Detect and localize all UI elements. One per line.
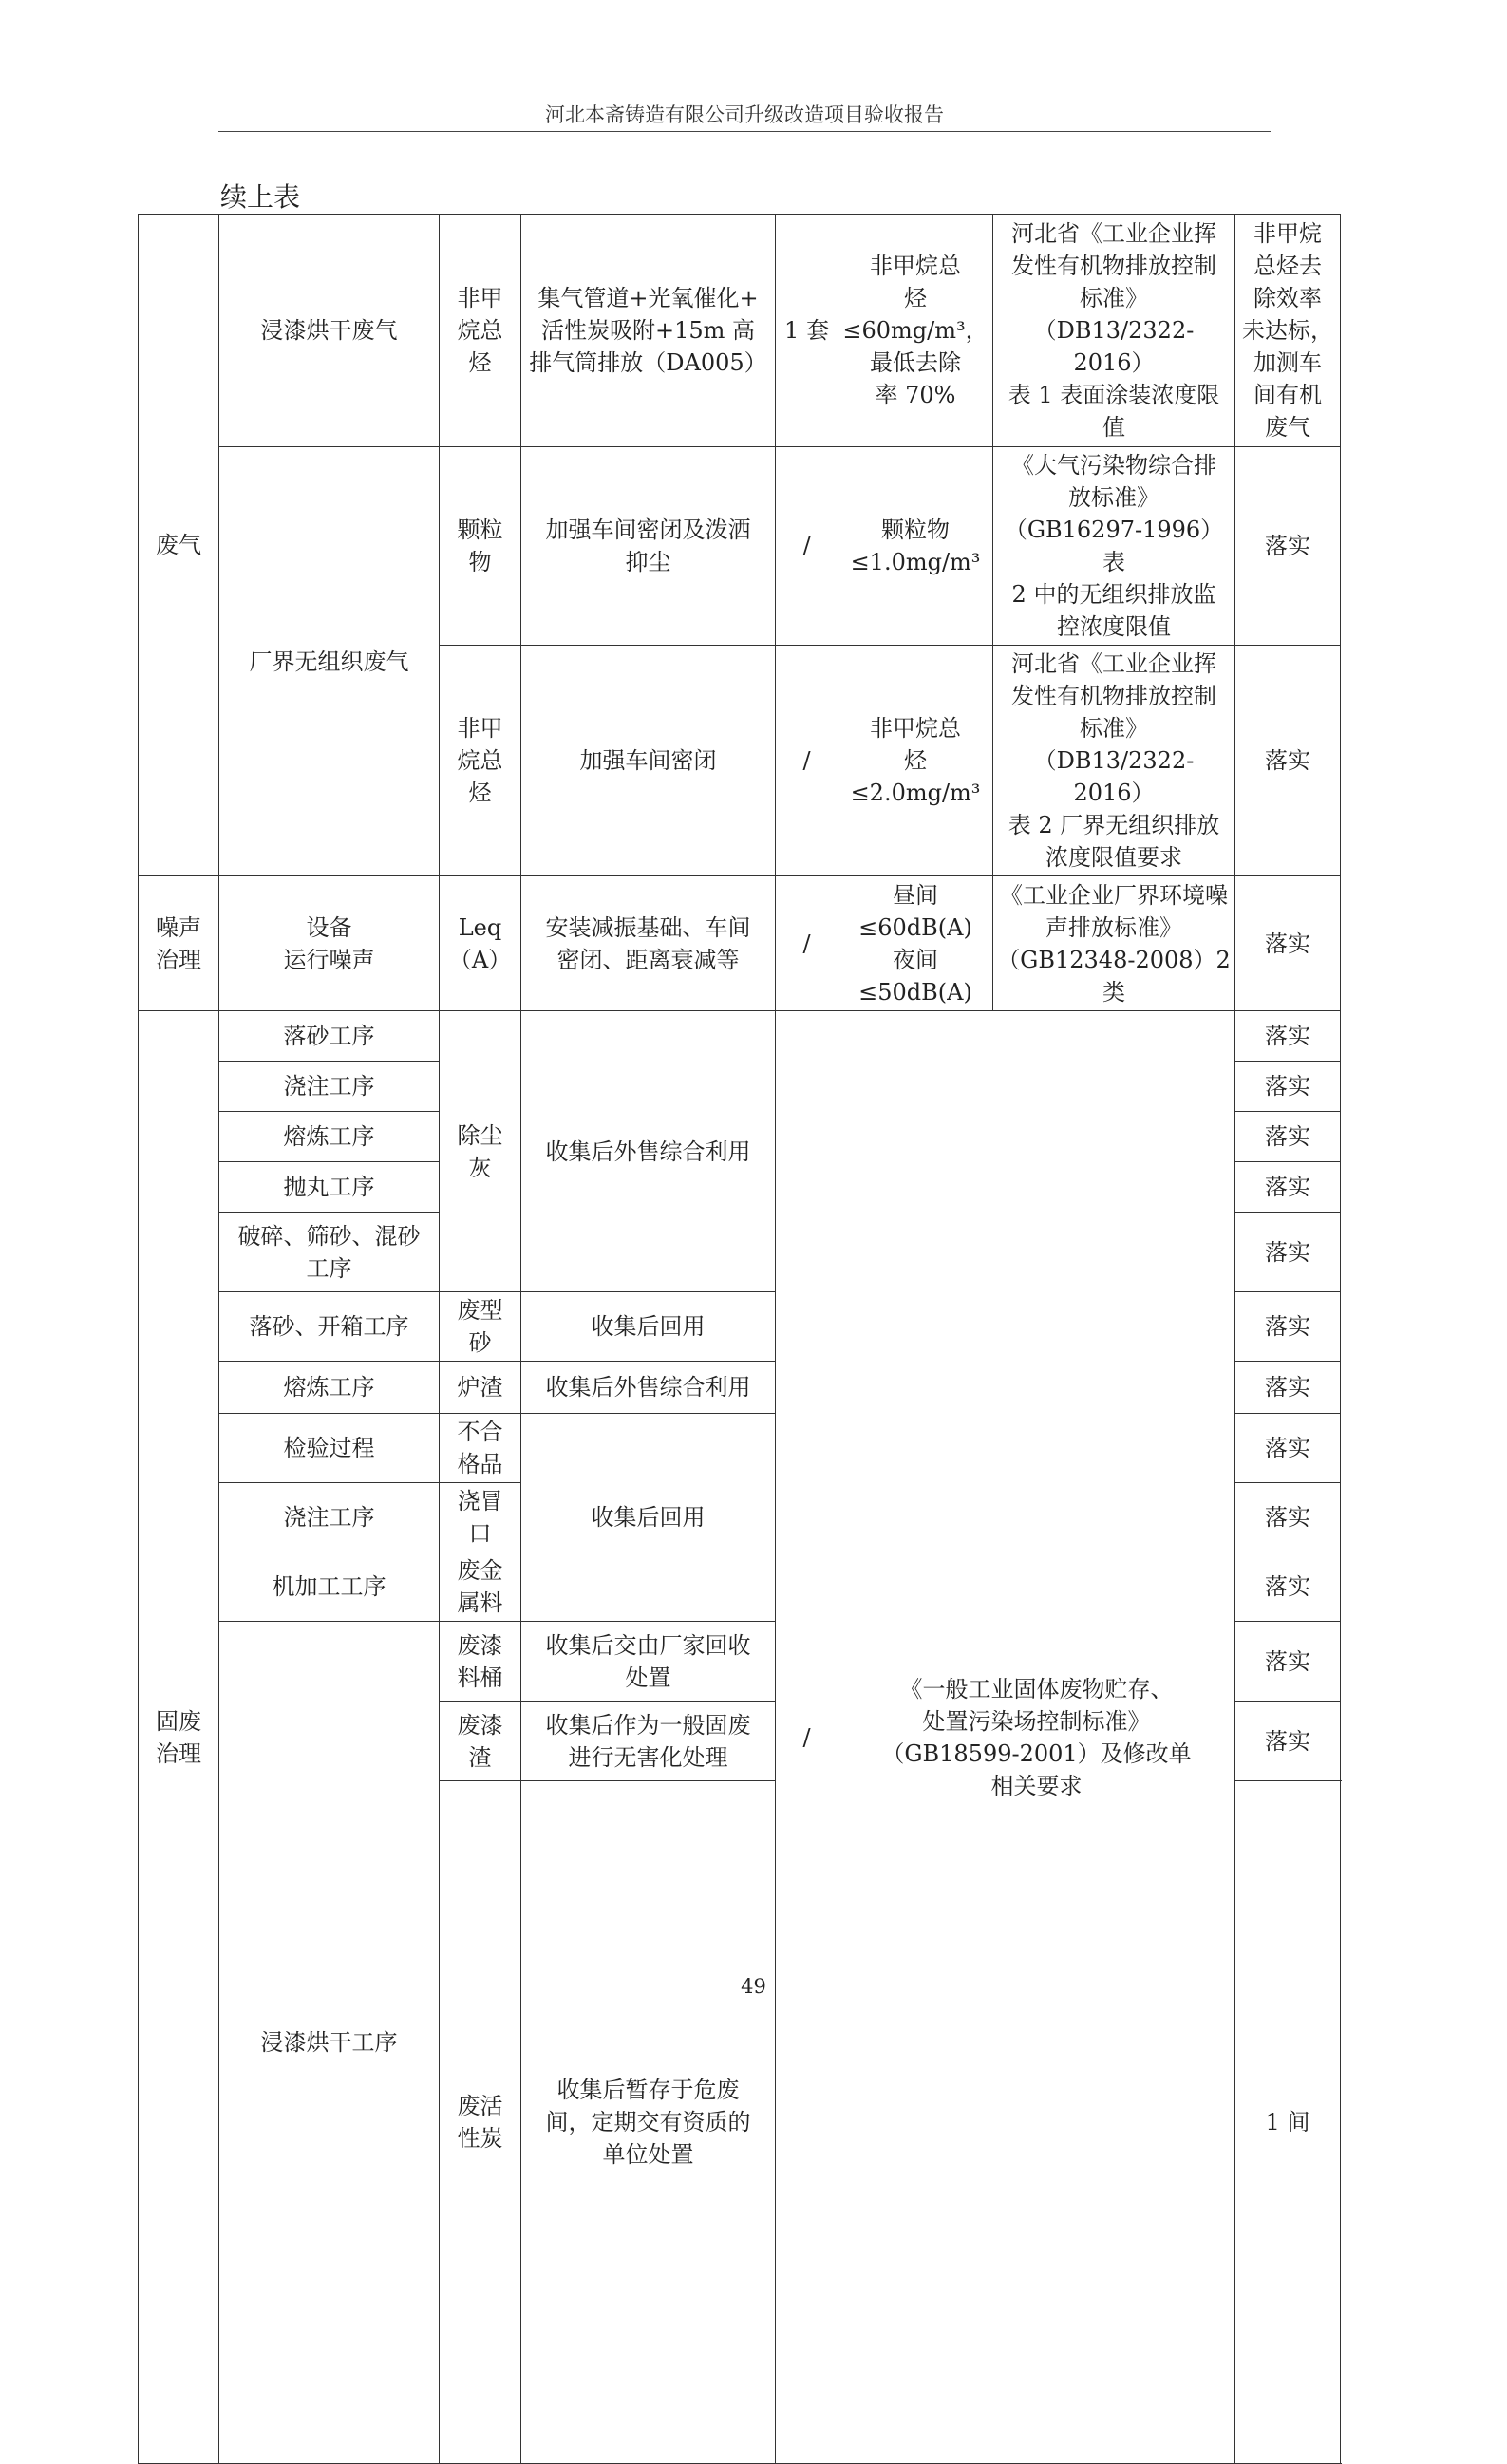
table-continued-label: 续上表 — [220, 181, 301, 213]
pollutant-cell: 废型 砂 — [440, 1292, 521, 1362]
category-cell: 噪声 治理 — [139, 876, 219, 1011]
page-header: 河北本斋铸造有限公司升级改造项目验收报告 — [545, 103, 944, 126]
measure-cell: 收集后外售综合利用 — [521, 1362, 776, 1414]
result-cell: 落实 — [1235, 646, 1341, 876]
result-cell: 落实 — [1235, 1362, 1341, 1414]
quantity-cell: 1 套 — [776, 215, 838, 447]
source-cell: 浇注工序 — [219, 1062, 440, 1112]
limit-cell: 非甲烷总 烃 ≤60mg/m³， 最低去除 率 70% — [838, 215, 993, 447]
source-cell: 检验过程 — [219, 1414, 440, 1483]
table-row — [139, 1011, 1341, 1062]
result-cell: 落实 — [1235, 1112, 1341, 1162]
standard-cell: 河北省《工业企业挥 发性有机物排放控制 标准》 （DB13/2322-2016） 表 1 表面涂装浓度限 值 — [993, 215, 1235, 447]
category-cell: 废气 — [139, 215, 219, 876]
limit-cell: 颗粒物 ≤1.0mg/m³ — [838, 447, 993, 646]
standard-cell: 《大气污染物综合排 放标准》 （GB16297-1996）表 2 中的无组织排放监 控浓度限值 — [993, 447, 1235, 646]
table-row — [139, 876, 1341, 1011]
limit-cell: 非甲烷总 烃 ≤2.0mg/m³ — [838, 646, 993, 876]
quantity-cell: 1 间 — [1235, 1781, 1341, 2464]
result-cell: 落实 — [1235, 1213, 1341, 1292]
pollutant-cell: 废漆 渣 — [440, 1702, 521, 1781]
result-cell: 落实 — [1235, 1483, 1341, 1552]
quantity-cell: / — [776, 876, 838, 1011]
source-cell: 抛丸工序 — [219, 1162, 440, 1213]
source-cell: 浸漆烘干废气 — [219, 215, 440, 447]
header-rule — [218, 131, 1271, 132]
standard-cell: 《一般工业固体废物贮存、 处置污染场控制标准》 （GB18599-2001）及修改单 相关要求 — [838, 1011, 1235, 2464]
measure-cell: 收集后回用 — [521, 1292, 776, 1362]
pollutant-cell: 除尘 灰 — [440, 1011, 521, 1292]
pollutant-cell: 炉渣 — [440, 1362, 521, 1414]
result-cell: 落实 — [1235, 1552, 1341, 1622]
table-row — [139, 215, 1341, 447]
result-cell: 非甲烷 总烃去 除效率 未达标， 加测车 间有机 废气 — [1235, 215, 1341, 447]
measure-cell: 收集后回用 — [521, 1414, 776, 1622]
result-cell: 落实 — [1235, 1162, 1341, 1213]
result-cell: 落实 — [1235, 1292, 1341, 1362]
page-number: 49 — [741, 1975, 766, 1998]
pollutant-cell: 非甲 烷总 烃 — [440, 646, 521, 876]
pollutant-cell: 废漆 料桶 — [440, 1622, 521, 1702]
acceptance-table — [138, 214, 1341, 2464]
pollutant-cell: 废金 属料 — [440, 1552, 521, 1622]
pollutant-cell: 不合 格品 — [440, 1414, 521, 1483]
limit-cell: 昼间 ≤60dB(A) 夜间 ≤50dB(A) — [838, 876, 993, 1011]
pollutant-cell: 浇冒 口 — [440, 1483, 521, 1552]
source-cell: 破碎、筛砂、混砂 工序 — [219, 1213, 440, 1292]
measure-cell: 收集后交由厂家回收 处置 — [521, 1622, 776, 1702]
measure-cell: 收集后作为一般固废 进行无害化处理 — [521, 1702, 776, 1781]
measure-cell: 加强车间密闭 — [521, 646, 776, 876]
measure-cell: 加强车间密闭及泼洒 抑尘 — [521, 447, 776, 646]
category-cell: 固废 治理 — [139, 1011, 219, 2464]
source-cell: 落砂工序 — [219, 1011, 440, 1062]
measure-cell: 收集后外售综合利用 — [521, 1011, 776, 1292]
source-cell: 浇注工序 — [219, 1483, 440, 1552]
source-cell: 厂界无组织废气 — [219, 447, 440, 876]
result-cell: 落实 — [1235, 1011, 1341, 1062]
result-cell: 落实 — [1235, 1702, 1341, 1781]
source-cell: 落砂、开箱工序 — [219, 1292, 440, 1362]
source-cell: 机加工工序 — [219, 1552, 440, 1622]
result-cell: 落实 — [1235, 1414, 1341, 1483]
pollutant-cell: Leq （A） — [440, 876, 521, 1011]
standard-cell: 河北省《工业企业挥 发性有机物排放控制 标准》 （DB13/2322-2016） 表 2 厂界无组织排放 浓度限值要求 — [993, 646, 1235, 876]
result-cell: 落实 — [1235, 876, 1341, 1011]
pollutant-cell: 颗粒 物 — [440, 447, 521, 646]
standard-cell: 《工业企业厂界环境噪 声排放标准》 （GB12348-2008）2 类 — [993, 876, 1235, 1011]
result-cell: 落实 — [1235, 1622, 1341, 1702]
result-cell: 落实 — [1235, 1062, 1341, 1112]
result-cell: 落实 — [1235, 447, 1341, 646]
source-cell: 熔炼工序 — [219, 1362, 440, 1414]
measure-cell: 集气管道+光氧催化+ 活性炭吸附+15m 高 排气筒排放（DA005） — [521, 215, 776, 447]
source-cell: 熔炼工序 — [219, 1112, 440, 1162]
source-cell: 设备 运行噪声 — [219, 876, 440, 1011]
quantity-cell: / — [776, 646, 838, 876]
quantity-cell: / — [776, 447, 838, 646]
pollutant-cell: 废活 性炭 — [440, 1781, 521, 2464]
quantity-cell: / — [776, 1011, 838, 2464]
pollutant-cell: 非甲 烷总 烃 — [440, 215, 521, 447]
measure-cell: 安装减振基础、车间 密闭、距离衰减等 — [521, 876, 776, 1011]
table-row — [139, 447, 1341, 646]
source-cell: 浸漆烘干工序 — [219, 1622, 440, 2464]
measure-cell: 收集后暂存于危废 间，定期交有资质的 单位处置 — [521, 1781, 776, 2464]
